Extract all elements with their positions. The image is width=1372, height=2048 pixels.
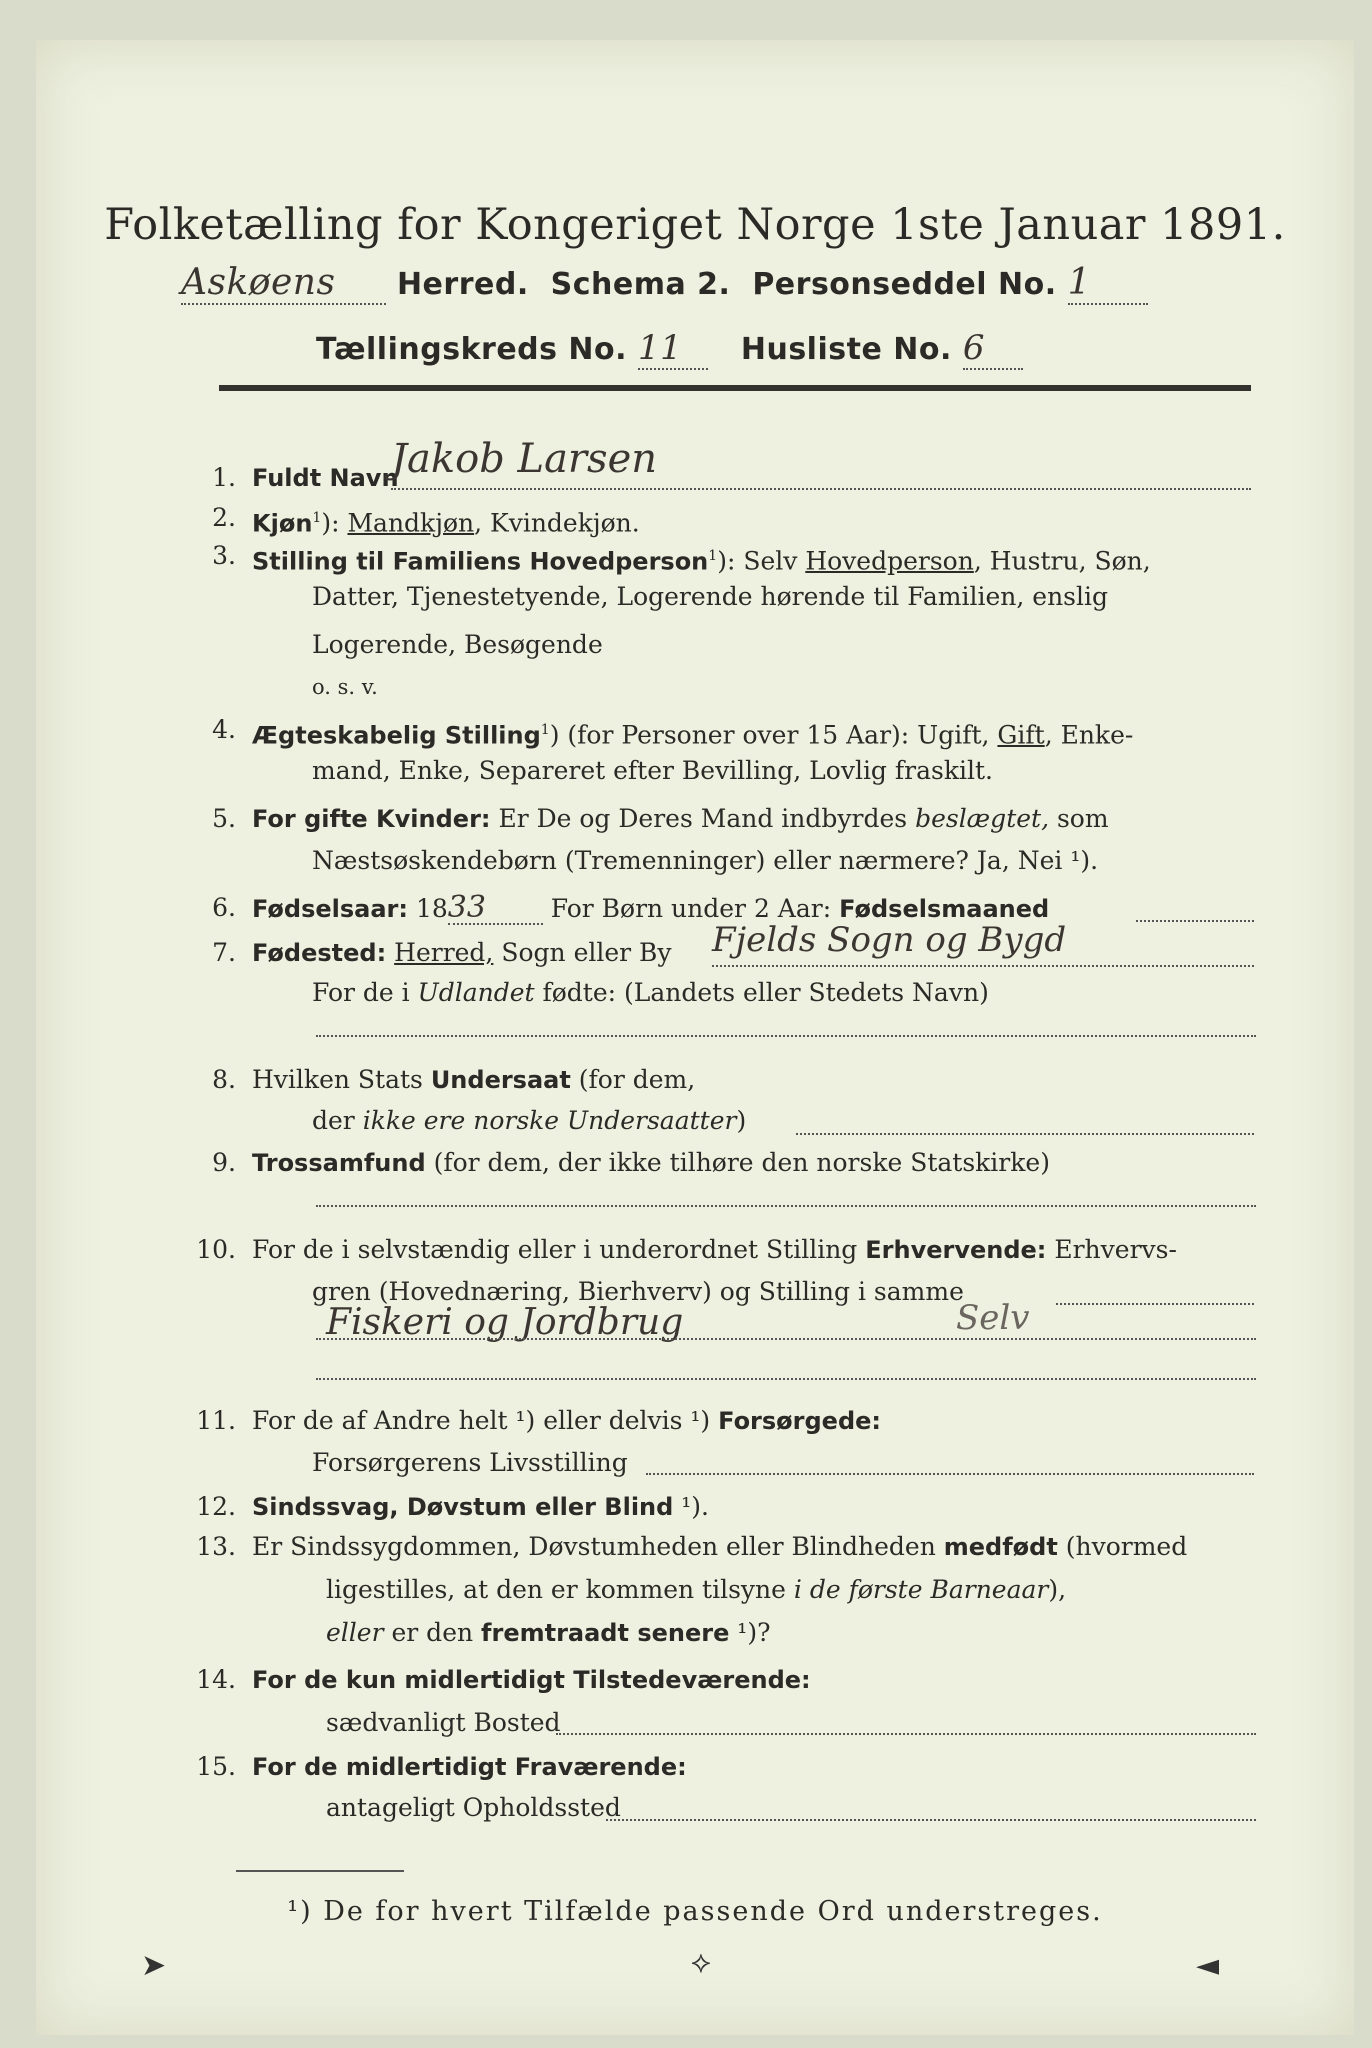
item-number: 10. [196,1235,236,1264]
residence-dotted-line [556,1733,1256,1735]
item-number: 12. [196,1492,236,1521]
herred-value: Askøens [181,262,386,305]
item-text: ligestilles, at den er kommen tilsyne [326,1575,794,1604]
item-number: 8. [212,1065,236,1094]
underlined-option: Herred, [394,938,494,967]
item-text: Hvilken Stats [252,1065,431,1094]
item-number: 11. [196,1406,236,1435]
item-label: For de midlertidigt Fraværende: [252,1753,687,1781]
personseddel-label: Personseddel No. [752,267,1057,302]
kreds-label: Tællingskreds No. [316,332,628,367]
underlined-option: Hovedperson [805,546,974,576]
item-number: 6. [212,893,236,922]
item-label: Forsørgede: [718,1407,882,1435]
item-text: er den [383,1618,482,1647]
schema-label: Schema 2. [550,267,731,302]
item-text: , Enke- [1044,720,1134,750]
item-4-line-2: mand, Enke, Separeret efter Bevilling, Lovlig fraskilt. [312,756,993,785]
item-label: For de kun midlertidigt Tilstedeværende: [252,1666,811,1694]
item-14-line-2: sædvanligt Bosted [326,1708,561,1737]
item-text: som [1049,804,1109,833]
item-text: der [312,1106,363,1135]
year-prefix: 18 [408,894,448,923]
item-label: fremtraadt senere [481,1619,730,1647]
item-label: Ægteskabelig Stilling [252,721,541,750]
item-label: Fødested: [252,939,387,967]
item-3-line-4: o. s. v. [312,675,378,699]
item-text: , Kvindekjøn. [474,508,640,538]
item-text: ¹). [673,1492,709,1521]
census-form-sheet [36,40,1354,2035]
item-italic-text: Udlandet [417,978,535,1007]
item-text: ), [1048,1575,1067,1604]
item-number: 13. [196,1532,236,1561]
occupation-dotted-line-3 [316,1378,1256,1380]
item-8-line-2 [312,1106,746,1136]
item-label: Undersaat [430,1066,571,1094]
item-text: Erhvervs- [1046,1235,1177,1264]
item-text: ): Selv [717,546,806,576]
item-label: medfødt [943,1533,1058,1561]
birthplace-value: Fjelds Sogn og Bygd [712,920,1067,960]
item-label: Stilling til Familiens Hovedperson [252,547,709,576]
item-number: 5. [212,804,236,833]
item-label: Erhvervende: [865,1236,1047,1264]
religion-dotted-line [316,1205,1256,1207]
item-label: Kjøn [252,509,313,538]
item-13-line-3 [326,1618,771,1648]
item-text: For de i selvstændig eller i underordnet Stilling [252,1235,866,1264]
item-text: ): [321,508,348,538]
item-label: Fødselsmaaned [839,895,1050,923]
underlined-option: Gift [997,720,1045,750]
occupation-dotted-line-2 [316,1338,1256,1340]
footnote-ref: 1 [540,722,550,738]
item-text: For de af Andre helt ¹) eller delvis ¹) [252,1406,719,1435]
item-label: Sindssvag, Døvstum eller Blind [252,1493,674,1521]
birthplace-dotted-line [712,965,1254,967]
item-3-line-3: Logerende, Besøgende [312,630,603,659]
item-text: Er Sindssygdommen, Døvstumheden eller Blindheden [252,1532,944,1561]
item-text: Sogn eller By [493,938,672,967]
provider-dotted-line [646,1473,1254,1475]
item-text: For Børn under 2 Aar: [542,894,840,923]
item-number: 2. [212,503,236,532]
kreds-value: 11 [638,328,708,370]
item-italic-text: beslægtet, [915,804,1050,833]
item-11-line-2: Forsørgerens Livsstilling [312,1448,628,1477]
registration-mark-right: ◄ [1196,1948,1220,1983]
form-title: Folketælling for Kongeriget Norge 1ste Januar 1891. [104,200,1286,250]
item-text: fødte: (Landets eller Stedets Navn) [534,978,989,1007]
footnote-rule [236,1870,404,1872]
occupation-status-value: Selv [956,1298,1030,1338]
herred-label: Herred. [396,267,529,302]
item-text: , Hustru, Søn, [973,546,1151,576]
item-number: 9. [212,1148,236,1177]
item-label: Trossamfund [252,1149,426,1177]
item-text: (for dem, der ikke tilhøre den norske Statskirke) [425,1148,1050,1177]
item-7-line-2 [312,978,989,1008]
item-label: Fødselsaar: [252,895,408,923]
item-5-line-2: Næstsøskendebørn (Tremenninger) eller nærmere? Ja, Nei ¹). [312,846,1099,875]
husliste-value: 6 [963,328,1023,370]
header-line-herred [181,262,1148,305]
personseddel-value: 1 [1068,262,1148,305]
item-italic-text: i de første Barneaar [793,1575,1049,1604]
item-number: 14. [196,1665,236,1694]
item-number: 1. [212,463,236,492]
item-italic-text: eller [326,1618,384,1647]
item-number: 4. [212,715,236,744]
item-text: (for dem, [570,1065,696,1094]
item-text: ) (for Personer over 15 Aar): Ugift, [549,720,998,750]
item-text: ) [736,1106,747,1135]
whereabouts-dotted-line [606,1819,1256,1821]
header-line-kreds [316,328,1023,370]
item-3-line-2: Datter, Tjenestetyende, Logerende hørende til Familien, enslig [312,582,1109,611]
footnote-ref: 1 [312,510,322,526]
item-number: 15. [196,1752,236,1781]
item-13-line-2 [326,1575,1066,1605]
item-italic-text: ikke ere norske Undersaatter [362,1106,737,1135]
footnote: ¹) De for hvert Tilfælde passende Ord understreges. [287,1896,1103,1927]
birth-month-dotted-line [1136,920,1254,922]
item-text: ¹)? [729,1618,771,1647]
item-text: For de i [312,978,418,1007]
name-dotted-line [391,488,1251,490]
birth-year-value: 33 [448,893,543,925]
occupation-value: Fiskeri og Jordbrug [326,1302,684,1343]
item-text: Er De og Deres Mand indbyrdes [490,804,916,833]
registration-mark-center: ⟡ [691,1945,711,1980]
header-divider [219,385,1251,391]
nationality-dotted-line [796,1133,1254,1135]
foreign-birthplace-dotted-line [316,1035,1256,1037]
item-label: Fuldt Navn [252,464,399,492]
item-number: 7. [212,938,236,967]
item-15-line-2: antageligt Opholdssted [326,1793,621,1822]
husliste-label: Husliste No. [740,332,952,367]
occupation-dotted-line-1 [1056,1303,1254,1305]
item-10-line-2: gren (Hovednæring, Bierhverv) og Stilling i samme [312,1277,964,1306]
registration-mark-left: ➤ [141,1948,167,1983]
item-text: (hvormed [1057,1532,1188,1561]
footnote-ref: 1 [708,548,718,564]
name-value: Jakob Larsen [391,436,658,482]
underlined-option: Mandkjøn [347,508,475,538]
item-number: 3. [212,541,236,570]
item-label: For gifte Kvinder: [252,805,491,833]
